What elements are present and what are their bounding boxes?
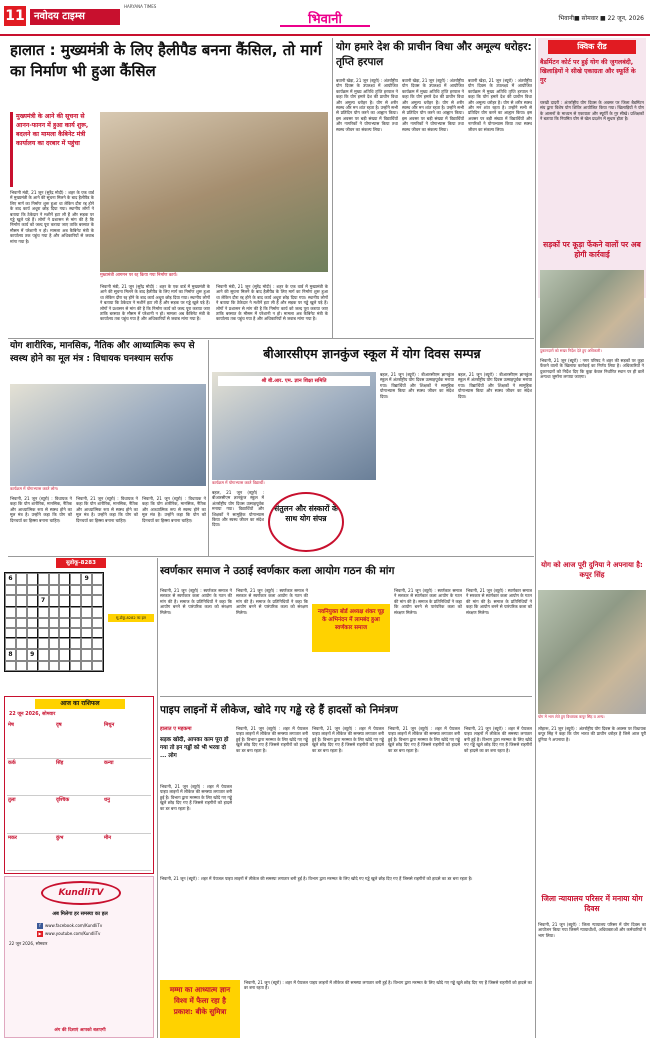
sudoku-cell bbox=[49, 638, 60, 648]
sudoku-cell bbox=[16, 595, 27, 607]
horoscope-sign bbox=[7, 721, 55, 759]
ad-footer: अंग की दिशाएं आपको बताएगी bbox=[54, 1028, 106, 1033]
quick-read-body: चरखी दादरी : अंतर्राष्ट्रीय योग दिवस के अवसर पर जिला बैडमिंटन संघ द्वारा विशेष योग शिविर आयोजित किया गया। खिलाड़ियों ने योग के आसनों के माध्यम से एकाग्रता और स्फूर्ति के गुर सीखे। प्रशिक्षकों ने बताया कि नियमित योग से खेल प्रदर्शन में सुधार होता है। bbox=[540, 100, 644, 122]
sudoku-cell: 9 bbox=[81, 573, 92, 585]
horoscope-sign bbox=[55, 796, 103, 834]
facebook-link[interactable]: www.facebook.com/KundliTv bbox=[45, 923, 103, 928]
sudoku-cell: 8 bbox=[5, 649, 16, 661]
sudoku-cell bbox=[38, 628, 49, 638]
sudoku-cell bbox=[5, 585, 16, 595]
sudoku-cell bbox=[49, 585, 60, 595]
sudoku-cell bbox=[70, 618, 81, 628]
sudoku-cell bbox=[92, 573, 103, 585]
bsrm-col1: बहल, 21 जून (ब्यूरो) : बीआरसीएम ज्ञानकुंज स्कूल में अंतर्राष्ट्रीय योग दिवस उत्साहपूर्वक मनाया गया। विद्यार्थियों और शिक्षकों ने सामूहिक योगाभ्यास किया और स्वस्थ जीवन का संदेश दिया। bbox=[212, 490, 264, 528]
sudoku-cell bbox=[81, 618, 92, 628]
sudoku-cell bbox=[16, 607, 27, 617]
bsrm-headline: बीआरसीएम ज्ञानकुंज स्कूल में योग दिवस सम्पन्न bbox=[263, 346, 481, 361]
horoscope-sign bbox=[103, 796, 151, 834]
sudoku-cell bbox=[49, 649, 60, 661]
sudoku-cell bbox=[49, 628, 60, 638]
horoscope-date: 22 जून 2026, सोमवार bbox=[9, 712, 56, 717]
bsrm-caption: कार्यक्रम में योगाभ्यास करते विद्यार्थी। bbox=[212, 480, 265, 485]
sudoku-cell bbox=[81, 661, 92, 671]
horoscope-sign bbox=[103, 759, 151, 797]
sudoku-grid bbox=[4, 572, 104, 672]
sudoku-cell bbox=[70, 649, 81, 661]
yoga-heritage-col2: बवानी खेड़ा, 21 जून (ब्यूरो) : अंतर्राष्ट्रीय योग दिवस के उपलक्ष्य में आयोजित कार्यक्रम में मुख्य अतिथि तृप्ति हरपाल ने कहा कि योग हमारे देश की प्राचीन विधा और अमूल्य धरोहर है। योग से शरीर स्वस्थ और मन शांत रहता है। उन्होंने सभी से प्रतिदिन योग करने का आह्वान किया। इस अवसर पर बड़ी संख्या में विद्यार्थियों और नागरिकों ने योगाभ्यास किया तथा स्वस्थ जीवन का संकल्प लिया। bbox=[402, 78, 464, 132]
goldsmith-headline: स्वर्णकार समाज ने उठाई स्वर्णकार कला आयोग गठन की मांग bbox=[160, 565, 395, 577]
sudoku-cell bbox=[59, 649, 70, 661]
facebook-icon: f bbox=[37, 923, 43, 929]
sudoku-cell bbox=[49, 618, 60, 628]
horoscope-sign-name: सिंह bbox=[56, 759, 64, 766]
horoscope-sign bbox=[103, 834, 151, 872]
goldsmith-col5: भिवानी, 21 जून (ब्यूरो) : स्वर्णकार समाज ने सरकार से स्वर्णकार कला आयोग के गठन की मांग की है। समाज के प्रतिनिधियों ने कहा कि आयोग बनने से पारंपरिक कला को संरक्षण मिलेगा। bbox=[466, 588, 532, 615]
sudoku-cell bbox=[5, 607, 16, 617]
horoscope-sign-name: मकर bbox=[8, 834, 17, 841]
quick-read-headline: बैडमिंटन कोर्ट पर हुई योग की जुगलबंदी, खिलाड़ियों ने सीखे एकाग्रता और स्फूर्ति के गुर bbox=[540, 59, 636, 84]
court-body: भिवानी, 21 जून (ब्यूरो) : जिला न्यायालय परिसर में योग दिवस का आयोजन किया गया जिसमें न्यायाधीशों, अधिवक्ताओं और कर्मचारियों ने भाग लिया। bbox=[538, 922, 646, 938]
sudoku-cell bbox=[38, 573, 49, 585]
sudoku-cell: 6 bbox=[5, 573, 16, 585]
issue-date: भिवानी■ सोमवार ■ 22 जून, 2026 bbox=[558, 15, 644, 22]
sudoku-cell bbox=[81, 607, 92, 617]
sudoku-cell bbox=[38, 638, 49, 648]
goldsmith-col4: भिवानी, 21 जून (ब्यूरो) : स्वर्णकार समाज ने सरकार से स्वर्णकार कला आयोग के गठन की मांग की है। समाज के प्रतिनिधियों ने कहा कि आयोग बनने से पारंपरिक कला को संरक्षण मिलेगा। bbox=[394, 588, 462, 615]
sudoku-cell bbox=[5, 595, 16, 607]
sudoku-cell bbox=[59, 618, 70, 628]
yoga-tomorrow-caption: योग में भाग लेते हुए विधायक कपूर सिंह व अन्य। bbox=[538, 714, 605, 719]
pipeline-col4: भिवानी, 21 जून (ब्यूरो) : शहर में पेयजल पाइप लाइनों में लीकेज की समस्या लगातार बनी हुई है। विभाग द्वारा मरम्मत के लिए खोदे गए गड्ढे खुले छोड़ दिए गए हैं जिससे राहगीरों को हादसे का डर बना रहता है। bbox=[388, 726, 460, 753]
yoga-tomorrow-photo bbox=[538, 590, 646, 714]
pipeline-col1: भिवानी, 21 जून (ब्यूरो) : शहर में पेयजल पाइप लाइनों में लीकेज की समस्या लगातार बनी हुई है। विभाग द्वारा मरम्मत के लिए खोदे गए गड्ढे खुले छोड़ दिए गए हैं जिससे राहगीरों को हादसे का डर बना रहता है। bbox=[160, 784, 232, 811]
horoscope-label: आज का राशिफल bbox=[35, 699, 125, 709]
mamma-box: मम्मा का आध्यात्म ज्ञान विश्व में फैला रहा है प्रकाश: बीके सुमित्रा bbox=[160, 980, 240, 1038]
sudoku-cell bbox=[27, 661, 38, 671]
sudoku-cell bbox=[16, 573, 27, 585]
sudoku-cell bbox=[81, 585, 92, 595]
sudoku-cell bbox=[70, 585, 81, 595]
bsrm-photo bbox=[212, 372, 376, 480]
horoscope-sign-name: मेष bbox=[8, 722, 14, 728]
city-name: भिवानी bbox=[280, 9, 370, 27]
horoscope-sign bbox=[55, 721, 103, 759]
sudoku-cell bbox=[70, 573, 81, 585]
horoscope-sign bbox=[103, 721, 151, 759]
horoscope-sign bbox=[7, 834, 55, 872]
pipeline-col5: भिवानी, 21 जून (ब्यूरो) : शहर में पेयजल पाइप लाइनों में लीकेज की समस्या लगातार बनी हुई है। विभाग द्वारा मरम्मत के लिए खोदे गए गड्ढे खुले छोड़ दिए गए हैं जिससे राहगीरों को हादसे का डर बना रहता है। bbox=[464, 726, 532, 753]
lead-photo bbox=[100, 112, 328, 272]
sudoku-cell bbox=[92, 638, 103, 648]
sudoku-cell bbox=[16, 618, 27, 628]
sudoku-cell bbox=[27, 638, 38, 648]
horoscope-sign-name: तुला bbox=[8, 797, 16, 803]
yoga-tomorrow-body: लोहारू, 21 जून (ब्यूरो) : अंतर्राष्ट्रीय योग दिवस के अवसर पर विधायक कपूर सिंह ने कहा कि योग भारत की प्राचीन धरोहर है जिसे आज पूरी दुनिया ने अपनाया है। bbox=[538, 726, 646, 742]
sudoku-cell bbox=[38, 618, 49, 628]
bsrm-banner: श्री बी.आर. एम. ज्ञान शिक्षा समिति bbox=[218, 376, 370, 386]
sudoku-cell bbox=[16, 628, 27, 638]
horoscope-section bbox=[4, 696, 154, 874]
bottom-body-2: भिवानी, 21 जून (ब्यूरो) : शहर में पेयजल पाइप लाइनों में लीकेज की समस्या लगातार बनी हुई है। विभाग द्वारा मरम्मत के लिए खोदे गए गड्ढे खुले छोड़ दिए गए हैं जिससे राहगीरों को हादसे का डर बना रहता है। bbox=[244, 980, 532, 991]
garbage-photo-caption: दुकानदारों को सख्त निर्देश देते हुए अधिकारी। bbox=[540, 348, 602, 353]
yoga-spiritual-col2: भिवानी, 21 जून (ब्यूरो) : विधायक ने कहा कि योग शारीरिक, मानसिक, नैतिक और आध्यात्मिक रूप से स्वस्थ होने का मूल मंत्र है। उन्होंने कहा कि योग को दिनचर्या का हिस्सा बनाना चाहिए। bbox=[76, 496, 138, 523]
sudoku-cell bbox=[70, 595, 81, 607]
yoga-spiritual-headline: योग शारीरिक, मानसिक, नैतिक और आध्यात्मिक रूप से स्वस्थ होने का मूल मंत्र : विधायक घनश्याम सर्राफ bbox=[10, 341, 195, 364]
horoscope-sign bbox=[55, 759, 103, 797]
bsrm-col4: बहल, 21 जून (ब्यूरो) : बीआरसीएम ज्ञानकुंज स्कूल में अंतर्राष्ट्रीय योग दिवस उत्साहपूर्वक मनाया गया। विद्यार्थियों और शिक्षकों ने सामूहिक योगाभ्यास किया और स्वस्थ जीवन का संदेश दिया। bbox=[380, 372, 454, 399]
horoscope-grid bbox=[7, 721, 151, 871]
horoscope-sign-name: मिथुन bbox=[104, 722, 115, 728]
sudoku-cell: 7 bbox=[38, 595, 49, 607]
sudoku-cell bbox=[49, 573, 60, 585]
court-headline: जिला न्यायालय परिसर में मनाया योग दिवस bbox=[541, 894, 643, 913]
sudoku-cell bbox=[59, 638, 70, 648]
kundli-ad bbox=[4, 876, 154, 1038]
sudoku-cell bbox=[92, 618, 103, 628]
sudoku-cell bbox=[49, 661, 60, 671]
sudoku-cell bbox=[92, 628, 103, 638]
sudoku-cell bbox=[70, 661, 81, 671]
pipeline-headline: पाइप लाइनों में लीकेज, खोदे गए गड्ढे रहे हैं हादसों को निमंत्रण bbox=[160, 704, 398, 716]
sudoku-cell: 9 bbox=[27, 649, 38, 661]
sudoku-cell bbox=[59, 607, 70, 617]
horoscope-sign-name: मीन bbox=[104, 834, 112, 841]
quick-read-second-headline: सड़कों पर कूड़ा फेंकने वालों पर अब होगी कार्रवाई bbox=[543, 240, 641, 259]
ad-body: 22 जून 2026, सोमवार bbox=[9, 941, 48, 946]
lead-body-col2: भिवानी मंडी, 21 जून (सुरेंद्र मोदी) : शहर के एक वार्ड में मुख्यमंत्री के आने की सूचना मिलने के बाद हैलीपैड के लिए मार्ग का निर्माण शुरू हुआ था लेकिन दौरा रद्द होने के बाद कार्य अधूरा छोड़ दिया गया। स्थानीय लोगों ने बताया कि ठेकेदार ने मशीनें हटा ली हैं और सड़क पर गड्ढे खुले पड़े हैं। लोगों ने प्रशासन से मांग की है कि निर्माण कार्य को जल्द पूरा कराया जाए ताकि बरसात के मौसम में परेशानी न हो। मामला अब कैबिनेट मंत्री के कार्यालय तक पहुंच गया है और अधिकारियों से जवाब मांगा गया है। bbox=[100, 284, 210, 322]
page-number: 11 bbox=[5, 8, 25, 24]
garbage-photo bbox=[540, 270, 644, 348]
sudoku-answer-label: सु.डोकू-8282 का हल bbox=[108, 614, 154, 622]
sudoku-cell bbox=[27, 573, 38, 585]
sudoku-cell bbox=[16, 638, 27, 648]
lead-body-col1: भिवानी मंडी, 21 जून (सुरेंद्र मोदी) : शहर के एक वार्ड में मुख्यमंत्री के आने की सूचना मिलने के बाद हैलीपैड के लिए मार्ग का निर्माण शुरू हुआ था लेकिन दौरा रद्द होने के बाद कार्य अधूरा छोड़ दिया गया। स्थानीय लोगों ने बताया कि ठेकेदार ने मशीनें हटा ली हैं और सड़क पर गड्ढे खुले पड़े हैं। लोगों ने प्रशासन से मांग की है कि निर्माण कार्य को जल्द पूरा कराया जाए ताकि बरसात के मौसम में परेशानी न हो। मामला अब कैबिनेट मंत्री के कार्यालय तक पहुंच गया है और अधिकारियों से जवाब मांगा गया है। bbox=[10, 190, 94, 244]
yoga-heritage-col1: बवानी खेड़ा, 21 जून (ब्यूरो) : अंतर्राष्ट्रीय योग दिवस के उपलक्ष्य में आयोजित कार्यक्रम में मुख्य अतिथि तृप्ति हरपाल ने कहा कि योग हमारे देश की प्राचीन विधा और अमूल्य धरोहर है। योग से शरीर स्वस्थ और मन शांत रहता है। उन्होंने सभी से प्रतिदिन योग करने का आह्वान किया। इस अवसर पर बड़ी संख्या में विद्यार्थियों और नागरिकों ने योगाभ्यास किया तथा स्वस्थ जीवन का संकल्प लिया। bbox=[336, 78, 398, 132]
youtube-link[interactable]: www.youtube.com/KundliTv bbox=[45, 931, 101, 936]
sudoku-cell bbox=[70, 638, 81, 648]
goldsmith-col1: भिवानी, 21 जून (ब्यूरो) : स्वर्णकार समाज ने सरकार से स्वर्णकार कला आयोग के गठन की मांग की है। समाज के प्रतिनिधियों ने कहा कि आयोग बनने से पारंपरिक कला को संरक्षण मिलेगा। bbox=[160, 588, 232, 615]
sudoku-cell bbox=[38, 649, 49, 661]
bsrm-pull-quote: संतुलन और संस्कारों के साथ योग संपन्न bbox=[268, 492, 344, 552]
kundli-tagline: अब मिलेगा हर समस्या का हल bbox=[52, 911, 108, 917]
sudoku-cell bbox=[59, 628, 70, 638]
sudoku-cell bbox=[92, 661, 103, 671]
sudoku-cell bbox=[92, 585, 103, 595]
horoscope-sign-name: कर्क bbox=[8, 759, 16, 766]
sudoku-cell bbox=[92, 595, 103, 607]
horoscope-sign-name: कन्या bbox=[104, 759, 114, 766]
sudoku-label: सुडोकू-8283 bbox=[56, 558, 106, 568]
sudoku-cell bbox=[27, 595, 38, 607]
bottom-body-1: भिवानी, 21 जून (ब्यूरो) : शहर में पेयजल पाइप लाइनों में लीकेज की समस्या लगातार बनी हुई है। विभाग द्वारा मरम्मत के लिए खोदे गए गड्ढे खुले छोड़ दिए गए हैं जिससे राहगीरों को हादसे का डर बना रहता है। bbox=[160, 876, 473, 881]
sudoku-cell bbox=[38, 661, 49, 671]
sudoku-cell bbox=[5, 661, 16, 671]
youtube-icon: ▶ bbox=[38, 931, 42, 936]
horoscope-sign bbox=[7, 796, 55, 834]
sudoku-cell bbox=[81, 595, 92, 607]
sudoku-cell bbox=[16, 661, 27, 671]
sudoku-cell bbox=[5, 618, 16, 628]
horoscope-sign-name: वृष bbox=[56, 722, 62, 728]
yoga-spiritual-caption: कार्यक्रम में योगाभ्यास करते लोग। bbox=[10, 486, 59, 491]
sudoku-cell bbox=[59, 595, 70, 607]
horoscope-sign bbox=[7, 759, 55, 797]
pipeline-col3: भिवानी, 21 जून (ब्यूरो) : शहर में पेयजल पाइप लाइनों में लीकेज की समस्या लगातार बनी हुई है। विभाग द्वारा मरम्मत के लिए खोदे गए गड्ढे खुले छोड़ दिए गए हैं जिससे राहगीरों को हादसे का डर बना रहता है। bbox=[312, 726, 384, 753]
lead-body-col3: भिवानी मंडी, 21 जून (सुरेंद्र मोदी) : शहर के एक वार्ड में मुख्यमंत्री के आने की सूचना मिलने के बाद हैलीपैड के लिए मार्ग का निर्माण शुरू हुआ था लेकिन दौरा रद्द होने के बाद कार्य अधूरा छोड़ दिया गया। स्थानीय लोगों ने बताया कि ठेकेदार ने मशीनें हटा ली हैं और सड़क पर गड्ढे खुले पड़े हैं। लोगों ने प्रशासन से मांग की है कि निर्माण कार्य को जल्द पूरा कराया जाए ताकि बरसात के मौसम में परेशानी न हो। मामला अब कैबिनेट मंत्री के कार्यालय तक पहुंच गया है और अधिकारियों से जवाब मांगा गया है। bbox=[216, 284, 328, 322]
sudoku-cell bbox=[59, 585, 70, 595]
sudoku-cell bbox=[27, 585, 38, 595]
garbage-body: भिवानी, 21 जून (ब्यूरो) : नगर परिषद ने शहर की सड़कों पर कूड़ा फेंकने वालों के खिलाफ कार्रवाई का निर्णय लिया है। अधिकारियों ने दुकानदारों को निर्देश दिए कि कूड़ा केवल निर्धारित स्थान पर ही डालें अन्यथा जुर्माना लगाया जाएगा। bbox=[540, 358, 644, 380]
sudoku-cell bbox=[81, 638, 92, 648]
sudoku-cell bbox=[27, 607, 38, 617]
sudoku-cell bbox=[92, 649, 103, 661]
kundli-logo: KundliTV bbox=[41, 881, 121, 905]
sudoku-cell bbox=[81, 649, 92, 661]
sudoku-cell bbox=[59, 661, 70, 671]
goldsmith-col2: भिवानी, 21 जून (ब्यूरो) : स्वर्णकार समाज ने सरकार से स्वर्णकार कला आयोग के गठन की मांग की है। समाज के प्रतिनिधियों ने कहा कि आयोग बनने से पारंपरिक कला को संरक्षण मिलेगा। bbox=[236, 588, 308, 615]
quick-read-label: क्विक रीड bbox=[548, 40, 636, 54]
lead-subhead: मुख्यमंत्री के आने की सूचना से आनन-फानन में हुआ कार्य शुरू, बदलने का मामला कैबिनेट मंत्री कार्यालय का दरबार में पहुंचा bbox=[10, 112, 94, 187]
sudoku-cell bbox=[27, 618, 38, 628]
lead-photo-caption: मुख्यमंत्री आगमन पर रद्द किया गया निर्माण कार्य। bbox=[100, 273, 178, 278]
sudoku-cell bbox=[5, 638, 16, 648]
horoscope-sign-name: कुंभ bbox=[56, 834, 64, 841]
yoga-spiritual-photo bbox=[10, 384, 206, 486]
pipeline-sub: हालात ए महकमा bbox=[160, 726, 192, 732]
sudoku-cell bbox=[16, 585, 27, 595]
sudoku-cell bbox=[27, 628, 38, 638]
horoscope-sign-name: धनु bbox=[104, 797, 110, 803]
pipeline-sub2: सड़क खोदी, आपका काम पूरा हो गया तो इन गड्ढों को भी भरवा दो ... लोग bbox=[160, 737, 229, 759]
yoga-heritage-headline: योग हमारे देश की प्राचीन विधा और अमूल्य धरोहर: तृप्ति हरपाल bbox=[336, 41, 532, 68]
pipeline-col2: भिवानी, 21 जून (ब्यूरो) : शहर में पेयजल पाइप लाइनों में लीकेज की समस्या लगातार बनी हुई है। विभाग द्वारा मरम्मत के लिए खोदे गए गड्ढे खुले छोड़ दिए गए हैं जिससे राहगीरों को हादसे का डर बना रहता है। bbox=[236, 726, 308, 753]
sudoku-cell bbox=[16, 649, 27, 661]
sudoku-cell bbox=[5, 628, 16, 638]
sudoku-cell bbox=[38, 607, 49, 617]
sudoku-cell bbox=[70, 607, 81, 617]
horoscope-sign bbox=[55, 834, 103, 872]
sudoku-cell bbox=[38, 585, 49, 595]
sudoku-section bbox=[4, 558, 154, 694]
masthead bbox=[0, 0, 650, 34]
yoga-heritage-col3: बवानी खेड़ा, 21 जून (ब्यूरो) : अंतर्राष्ट्रीय योग दिवस के उपलक्ष्य में आयोजित कार्यक्रम में मुख्य अतिथि तृप्ति हरपाल ने कहा कि योग हमारे देश की प्राचीन विधा और अमूल्य धरोहर है। योग से शरीर स्वस्थ और मन शांत रहता है। उन्होंने सभी से प्रतिदिन योग करने का आह्वान किया। इस अवसर पर बड़ी संख्या में विद्यार्थियों और नागरिकों ने योगाभ्यास किया तथा स्वस्थ जीवन का संकल्प लिया। bbox=[468, 78, 532, 132]
horoscope-sign-name: वृश्चिक bbox=[56, 797, 70, 803]
sudoku-cell bbox=[70, 628, 81, 638]
sudoku-cell bbox=[59, 573, 70, 585]
yoga-spiritual-col3: भिवानी, 21 जून (ब्यूरो) : विधायक ने कहा कि योग शारीरिक, मानसिक, नैतिक और आध्यात्मिक रूप से स्वस्थ होने का मूल मंत्र है। उन्होंने कहा कि योग को दिनचर्या का हिस्सा बनाना चाहिए। bbox=[142, 496, 206, 523]
yoga-tomorrow-headline: योग को आज पूरी दुनिया ने अपनाया है: कपूर सिंह bbox=[541, 561, 643, 579]
goldsmith-box: नवनियुक्त बोर्ड अध्यक्ष शंकर चूड़ के अभिनंदन में लामबंद हुआ स्वर्णकार समाज bbox=[312, 604, 390, 652]
sudoku-cell bbox=[92, 607, 103, 617]
yoga-spiritual-col1: भिवानी, 21 जून (ब्यूरो) : विधायक ने कहा कि योग शारीरिक, मानसिक, नैतिक और आध्यात्मिक रूप से स्वस्थ होने का मूल मंत्र है। उन्होंने कहा कि योग को दिनचर्या का हिस्सा बनाना चाहिए। bbox=[10, 496, 72, 523]
sudoku-cell bbox=[49, 607, 60, 617]
lead-headline: हालात : मुख्यमंत्री के लिए हैलीपैड बनना कैंसिल, तो मार्ग का निर्माण भी हुआ कैंसिल bbox=[10, 41, 322, 80]
sudoku-cell bbox=[49, 595, 60, 607]
paper-name: नवोदय टाइम्स bbox=[30, 9, 120, 25]
sudoku-cell bbox=[81, 628, 92, 638]
small-tag: HARYANA TIMES bbox=[124, 4, 157, 9]
bsrm-col5: बहल, 21 जून (ब्यूरो) : बीआरसीएम ज्ञानकुंज स्कूल में अंतर्राष्ट्रीय योग दिवस उत्साहपूर्वक मनाया गया। विद्यार्थियों और शिक्षकों ने सामूहिक योगाभ्यास किया और स्वस्थ जीवन का संदेश दिया। bbox=[458, 372, 532, 399]
